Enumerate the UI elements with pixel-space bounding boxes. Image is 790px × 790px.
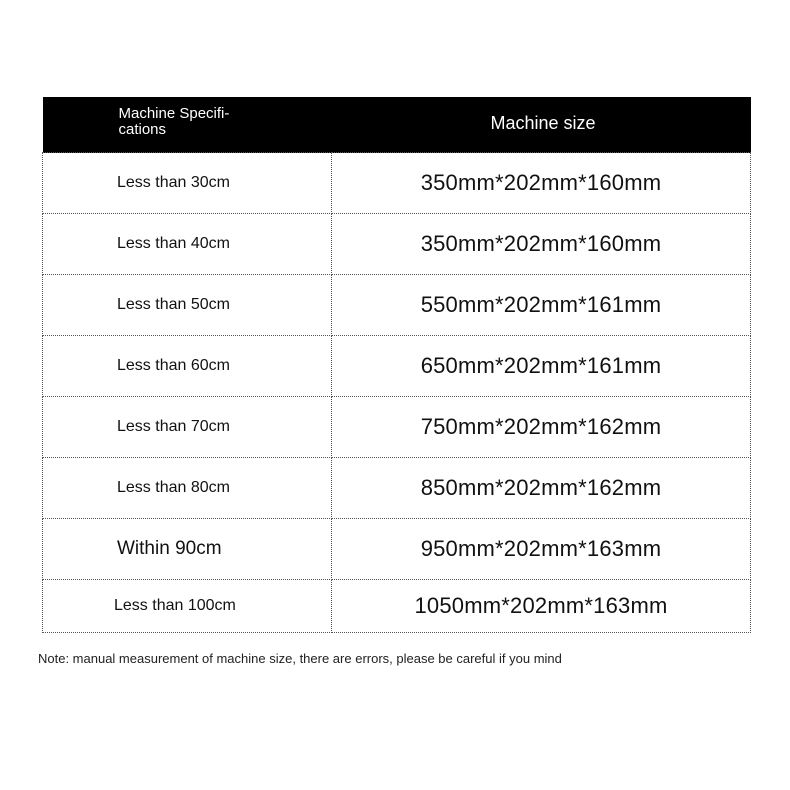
header-size-label: Machine size — [490, 113, 596, 133]
spec-cell: Less than 50cm — [43, 275, 332, 336]
size-cell: 750mm*202mm*162mm — [332, 397, 751, 458]
size-cell: 850mm*202mm*162mm — [332, 458, 751, 519]
spec-cell: Less than 70cm — [43, 397, 332, 458]
table-row — [43, 214, 751, 275]
spec-cell: Less than 60cm — [43, 336, 332, 397]
table-row — [43, 275, 751, 336]
table-row — [43, 397, 751, 458]
spec-cell: Within 90cm — [43, 519, 332, 580]
header-machine-size — [332, 97, 751, 153]
size-cell: 950mm*202mm*163mm — [332, 519, 751, 580]
spec-cell: Less than 80cm — [43, 458, 332, 519]
size-cell: 350mm*202mm*160mm — [332, 153, 751, 214]
machine-size-table — [42, 97, 751, 633]
table-row — [43, 153, 751, 214]
measurement-note: Note: manual measurement of machine size, there are errors, please be careful if you mind — [38, 651, 562, 666]
table-row — [43, 458, 751, 519]
size-cell: 550mm*202mm*161mm — [332, 275, 751, 336]
table-header-row — [43, 97, 751, 153]
table-row — [43, 336, 751, 397]
size-cell: 1050mm*202mm*163mm — [332, 580, 751, 633]
spec-cell: Less than 30cm — [43, 153, 332, 214]
table-row — [43, 519, 751, 580]
header-machine-specifications — [43, 97, 332, 153]
spec-cell: Less than 100cm — [43, 580, 332, 633]
spec-cell: Less than 40cm — [43, 214, 332, 275]
size-cell: 650mm*202mm*161mm — [332, 336, 751, 397]
header-spec-label: Machine Specifi- cations — [118, 104, 230, 138]
size-cell: 350mm*202mm*160mm — [332, 214, 751, 275]
table-row — [43, 580, 751, 633]
